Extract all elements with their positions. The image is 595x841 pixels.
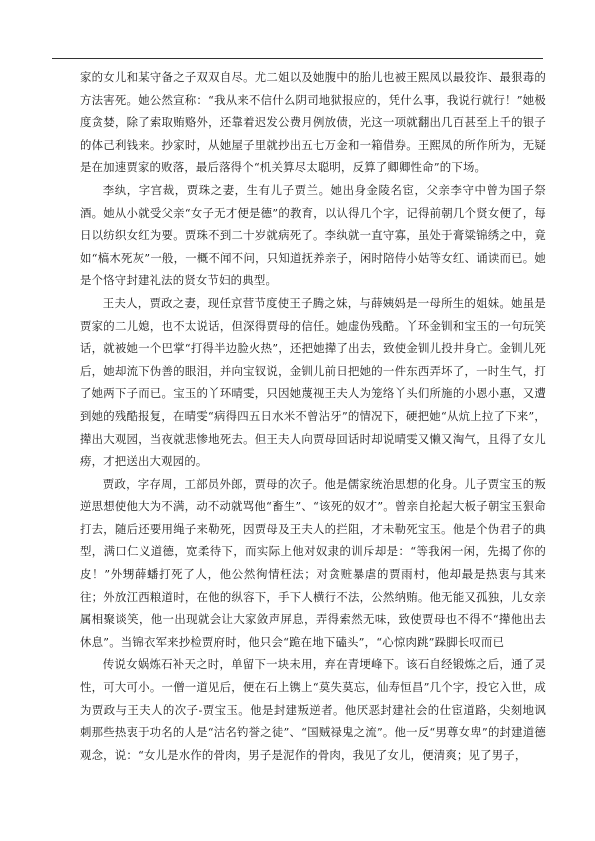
paragraph: 李纨，字宫裁，贾珠之妻，生有儿子贾兰。她出身金陵名宦，父亲李守中曾为国子祭酒。她从小就受父亲“女子无才便是德”的教育，以认得几个字，记得前朝几个贤女便了，每日以纺织女红为要。贾珠不到二十岁就病死了。李纨就一直守寡，虽处于膏粱锦绣之中，竟如“槁木死灰”一般，一概不闻不问，只知道抚养亲子，闲时陪侍小姑等女红、诵读而已。她是个恪守封建礼法的贤女节妇的典型。 <box>80 182 546 288</box>
header-rule <box>52 58 543 59</box>
body-text <box>80 66 546 766</box>
paragraph: 传说女娲炼石补天之时，单留下一块未用，弃在青埂峰下。该石自经锻炼之后，通了灵性，可大可小。一僧一道见后，便在石上镌上“莫失莫忘，仙寿恒昌”几个字，投它入世，成为贾政与王夫人的次子-贾宝玉。他是封建叛逆者。他厌恶封建社会的仕宦道路，尖刻地讽刺那些热衷于功名的人是“沽名钓誉之徒”、“国贼禄鬼之流”。他一反“男尊女卑”的封建道德观念，说：“女儿是水作的骨肉，男子是泥作的骨肉，我见了女儿，便清爽；见了男子， <box>80 657 546 762</box>
paragraph: 贾政，字存周，工部员外郎，贾母的次子。他是儒家统治思想的化身。儿子贾宝玉的叛逆思想使他大为不满，动不动就骂他“畜生”、“该死的奴才”。曾亲自抡起大板子朝宝玉狠命打去，随后还要用绳子来勒死，因贾母及王夫人的拦阻，才未勒死宝玉。他是个伪君子的典型，满口仁义道德，宽柔待下，而实际上他对奴隶的训斥却是：“等我闲一闲，先揭了你的皮！”外甥薛蟠打死了人，他公然徇情枉法；对贪赃暴虐的贾雨村，他却最是热衷与其来往；外放江西粮道时，在他的纵容下，手下人横行不法，公然纳贿。他无能又孤独，儿女亲属相聚谈笑，他一出现就会让大家敛声屏息，弄得索然无味，致使贾母也不得不“撵他出去休息”。当锦衣军来抄检贾府时，他只会“跪在地下磕头”，“心惊肉跳”跺脚长叹而已 <box>80 476 546 649</box>
paragraph: 家的女儿和某守备之子双双自尽。尤二姐以及她腹中的胎儿也被王熙凤以最狡诈、最狠毒的方法害死。她公然宣称：“我从来不信什么阴司地狱报应的，凭什么事，我说行就行！”她极度贪婪，除了索取贿赂外，还靠着迟发公费月例放债，光这一项就翻出几百甚至上千的银子的体己利钱来。抄家时，从她屋子里就抄出五七万金和一箱借券。王熙凤的所作所为，无疑是在加速贾家的败落，最后落得个“机关算尽太聪明，反算了卿卿性命”的下场。 <box>80 70 546 175</box>
paragraph: 王夫人，贾政之妻，现任京营节度使王子腾之妹，与薛姨妈是一母所生的姐妹。她虽是贾家的二儿媳，也不太说话，但深得贾母的信任。她虚伪残酷。丫环金钏和宝玉的一句玩笑话，就被她一个巴掌“打得半边脸火热”，还把她撵了出去，致使金钏儿投井身亡。金钏儿死后，她却流下伪善的眼泪，并向宝钗说，金钏儿前日把她的一件东西弄坏了，一时生气，打了她两下子而已。宝玉的丫环晴雯，只因她蔑视王夫人为笼络丫头们所施的小恩小惠，又遭到她的残酷报复，在晴雯“病得四五日水米不曾沾牙”的情况下，硬把她“从炕上拉了下来”，撵出大观园，当夜就悲惨地死去。但王夫人向贾母回话时却说晴雯又懒又淘气，且得了女儿痨，才把送出大观园的。 <box>80 295 546 469</box>
